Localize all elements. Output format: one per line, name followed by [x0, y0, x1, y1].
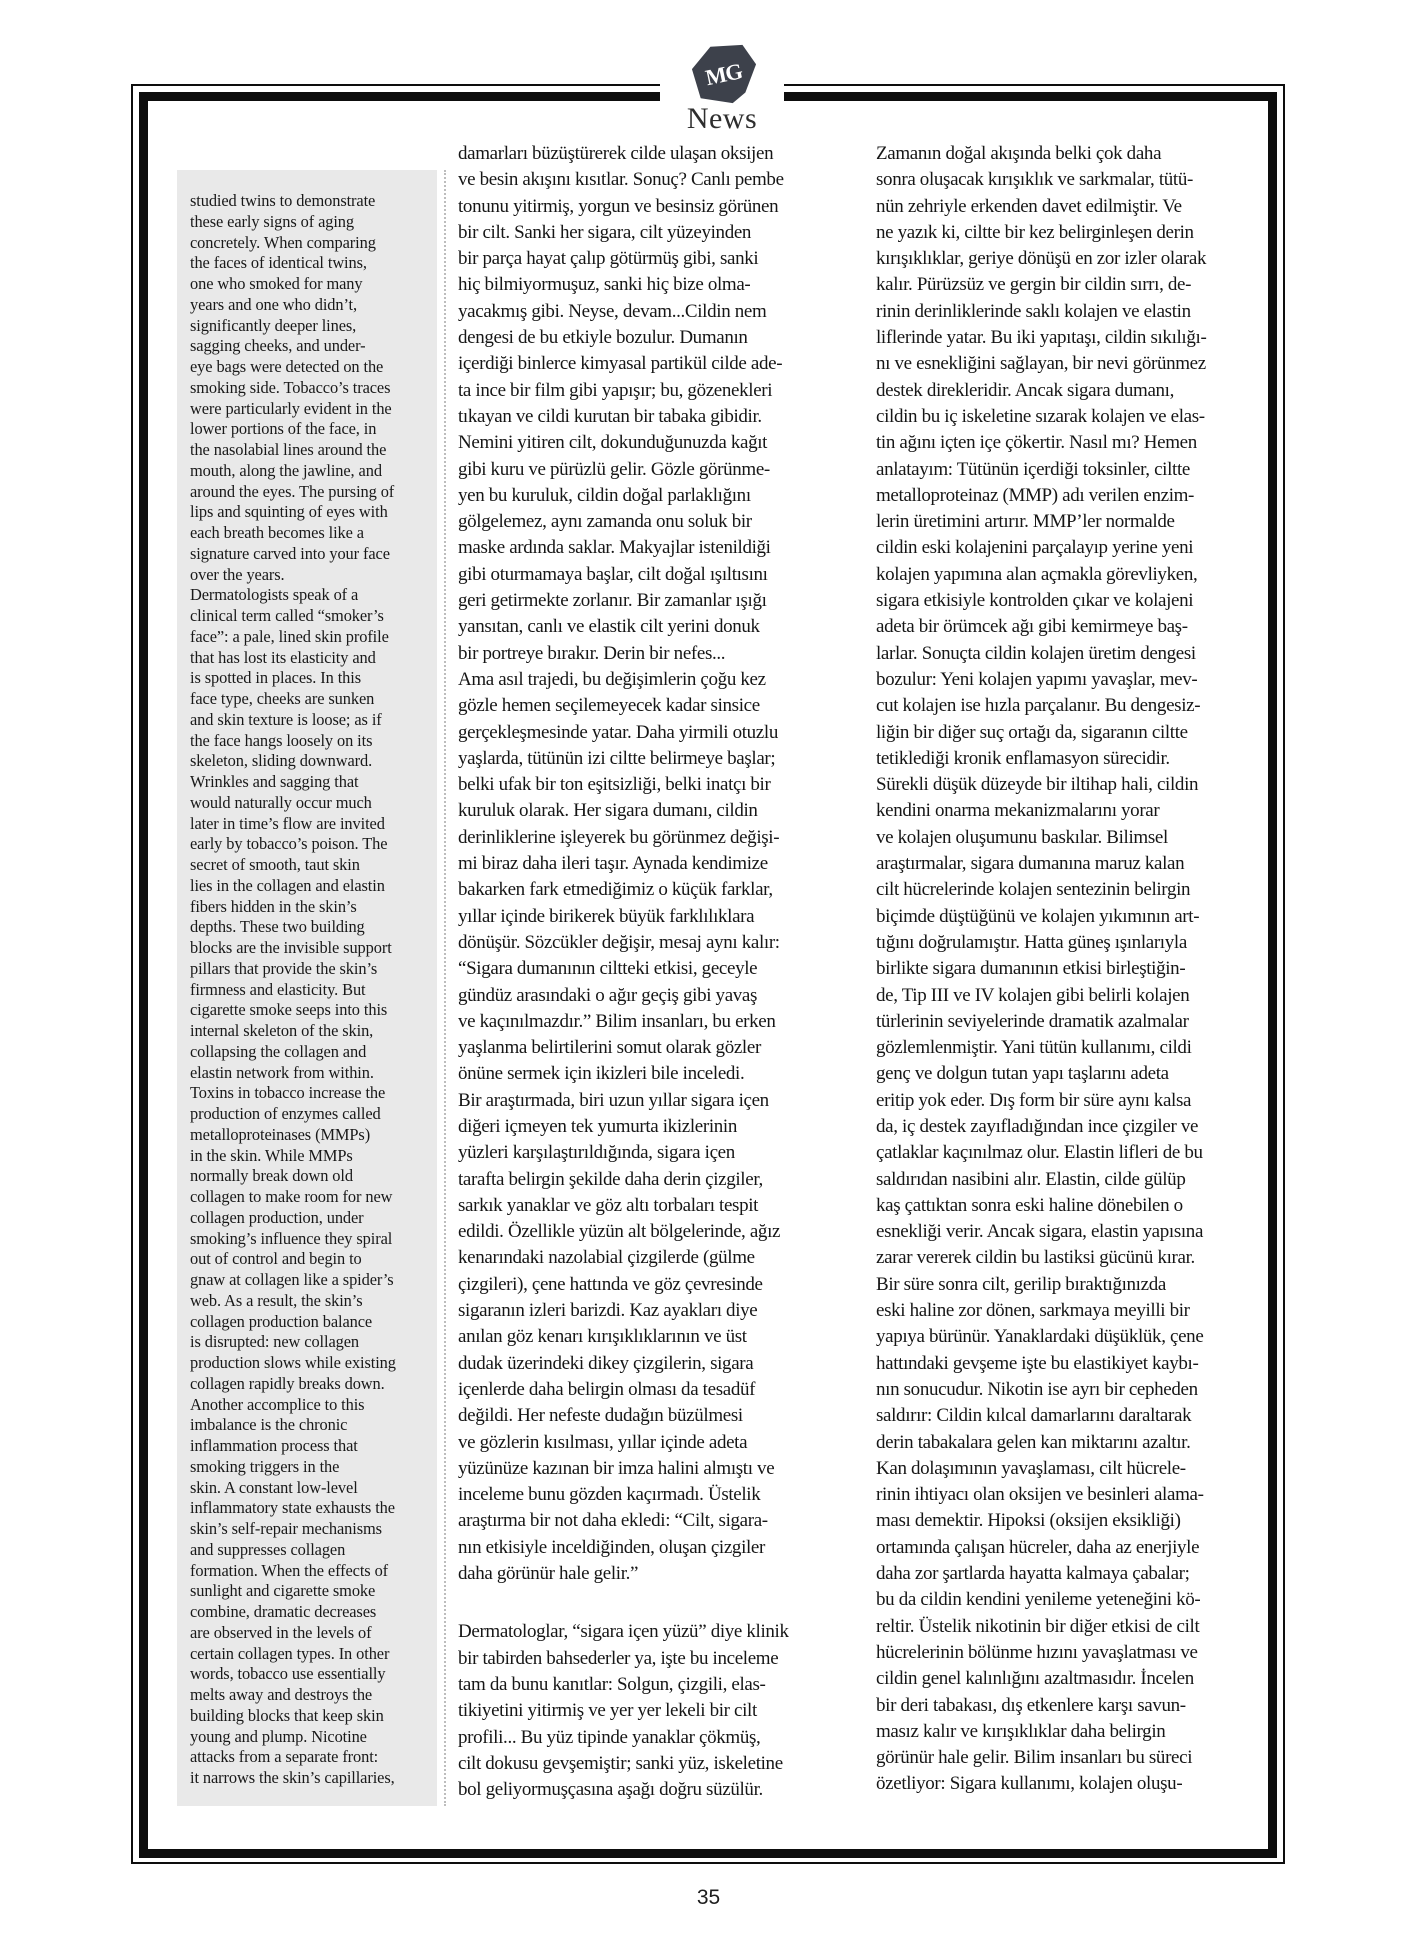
text-line: Bir süre sonra cilt, gerilip bıraktığınızda — [876, 1273, 1166, 1295]
text-line: ta ince bir film gibi yapışır; bu, gözenekleri — [458, 379, 773, 401]
text-line: de, Tip III ve IV kolajen gibi belirli kolajen — [876, 984, 1190, 1006]
text-line: significantly deeper lines, — [190, 315, 357, 335]
text-line: blocks are the invisible support — [190, 938, 392, 957]
text-line: imbalance is the chronic — [190, 1415, 348, 1435]
masthead-logo — [690, 42, 758, 106]
text-line: gözlemlenmiştir. Yani tütün kullanımı, cildi — [876, 1037, 1192, 1059]
text-line: inflammation process that — [190, 1436, 358, 1455]
article-paragraph-2 — [458, 1619, 848, 1803]
text-line: in the skin. While MMPs — [190, 1145, 353, 1165]
text-line: tetiklediği kronik enflamasyon sürecidir. — [876, 747, 1170, 769]
text-line: secret of smooth, taut skin — [190, 855, 360, 874]
text-line: bir tabirden bahsederler ya, işte bu inceleme — [458, 1647, 779, 1669]
text-line: collagen production, under — [190, 1207, 364, 1227]
text-line: lies in the collagen and elastin — [190, 875, 385, 895]
text-line: nın etkisiyle inceldiğinden, oluşan çizgiler — [458, 1536, 765, 1558]
text-line: face type, cheeks are sunken — [190, 689, 375, 708]
text-line: concretely. When comparing — [190, 232, 376, 252]
text-line: hücrelerinin bölünme hızını yavaşlatması ve — [876, 1641, 1198, 1663]
text-line: skeleton, sliding downward. — [190, 751, 373, 771]
text-line: yaşlarda, tütünün izi ciltte belirmeye başlar; — [458, 747, 776, 769]
text-line: metalloproteinaz (MMP) adı verilen enzim- — [876, 484, 1195, 506]
text-line: mouth, along the jawline, and — [190, 460, 382, 480]
text-line: these early signs of aging — [190, 211, 354, 231]
text-line: sagging cheeks, and under- — [190, 336, 366, 356]
text-line: saldırır: Cildin kılcal damarlarını daraltarak — [876, 1405, 1192, 1427]
text-line: collagen rapidly breaks down. — [190, 1373, 385, 1393]
text-line: smoking triggers in the — [190, 1456, 340, 1476]
text-line: profili... Bu yüz tipinde yanaklar çökmüş, — [458, 1726, 761, 1748]
text-line: years and one who didn’t, — [190, 294, 357, 314]
text-line: yansıtan, canlı ve elastik cilt yerini donuk — [458, 616, 760, 638]
text-line: eski haline zor dönen, sarkmaya meyilli bir — [876, 1300, 1190, 1322]
text-line: collagen to make room for new — [190, 1187, 393, 1206]
text-line: kolajen yapımına alan açmakla görevliyken, — [876, 563, 1198, 585]
text-line: and suppresses collagen — [190, 1539, 346, 1559]
text-line: formation. When the effects of — [190, 1560, 389, 1580]
text-line: ve gözlerin kısılması, yıllar içinde adeta — [458, 1431, 748, 1453]
text-line: liflerinde yatar. Bu iki yapıtaşı, cildin sıkılığı- — [876, 327, 1207, 349]
text-line: kırışıklıklar, geriye dönüşü en zor izler olarak — [876, 248, 1207, 270]
text-line: cilt dokusu gevşemiştir; sanki yüz, iskeletine — [458, 1752, 783, 1774]
text-line: ması demektir. Hipoksi (oksijen eksikliği) — [876, 1510, 1181, 1532]
text-line: derinliklerine işleyerek bu görünmez değişi- — [458, 826, 780, 848]
text-line: cildin genel kalınlığını azaltmasıdır. İncelen — [876, 1668, 1194, 1690]
text-line: Nemini yitiren cilt, dokunduğunuzda kağıt — [458, 432, 768, 454]
text-line: anılan göz kenarı kırışıklıklarının ve üst — [458, 1326, 747, 1348]
text-line: belki ufak bir ton eşitsizliği, belki inatçı bir — [458, 774, 771, 796]
text-line: smoking’s influence they spiral — [190, 1228, 393, 1248]
text-line: Toxins in tobacco increase the — [190, 1083, 386, 1103]
text-line: tarafta belirgin şekilde daha derin çizgiler, — [458, 1168, 763, 1190]
text-line: biçimde düştüğünü ve kolajen yıkımının art- — [876, 905, 1200, 927]
text-line: young and plump. Nicotine — [190, 1726, 367, 1746]
text-line: depths. These two building — [190, 917, 365, 937]
text-line: nın sonucudur. Nikotin ise ayrı bir cepheden — [876, 1378, 1198, 1400]
text-line: that has lost its elasticity and — [190, 647, 376, 667]
text-line: saldırıdan nasibini alır. Elastin, cilde gülüp — [876, 1168, 1186, 1190]
text-line: gnaw at collagen like a spider’s — [190, 1270, 394, 1289]
text-line: around the eyes. The pursing of — [190, 481, 395, 501]
text-line: Zamanın doğal akışında belki çok daha — [876, 143, 1162, 164]
text-line: over the years. — [190, 564, 285, 584]
text-line: hiç bilmiyormuşuz, sanki hiç bize olma- — [458, 274, 751, 296]
text-line: daha görünür hale gelir.” — [458, 1563, 639, 1585]
text-line: bir parça hayat çalıp götürmüş gibi, sanki — [458, 248, 759, 270]
text-line: mi biraz daha ileri taşır. Aynada kendimize — [458, 853, 768, 875]
text-line: normally break down old — [190, 1166, 353, 1186]
text-line: da, iç destek zayıfladığından ince çizgiler ve — [876, 1115, 1199, 1137]
sidebar-text-column — [190, 191, 432, 1789]
text-line: daha zor şartlarda hayatta kalmaya çabalar; — [876, 1563, 1190, 1585]
text-line: ne yazık ki, ciltte bir kez belirginleşen derin — [876, 221, 1194, 243]
text-line: cut kolajen ise hızla parçalanır. Bu dengesiz- — [876, 695, 1201, 717]
text-line: Another accomplice to this — [190, 1394, 365, 1414]
text-line: Ama asıl trajedi, bu değişimlerin çoğu kez — [458, 668, 766, 690]
text-line: the nasolabial lines around the — [190, 440, 387, 459]
text-line: sigaranın izleri barizdi. Kaz ayakları diye — [458, 1300, 758, 1322]
text-line: production slows while existing — [190, 1353, 396, 1372]
text-line: ve kolajen oluşumunu baskılar. Bilimsel — [876, 826, 1168, 848]
text-line: tin ağını içten içe çökertir. Nasıl mı? Hemen — [876, 432, 1197, 454]
text-line: hattındaki gevşeme işte bu elastikiyet kaybı- — [876, 1352, 1199, 1374]
text-line: cigarette smoke seeps into this — [190, 1000, 388, 1020]
text-line: the faces of identical twins, — [190, 253, 367, 273]
text-line: diğeri içmeyen tek yumurta ikizlerinin — [458, 1115, 737, 1137]
text-line: adeta bir örümcek ağı gibi kemirmeye baş- — [876, 616, 1188, 638]
text-line: bir cilt. Sanki her sigara, cilt yüzeyinden — [458, 221, 752, 243]
text-line: yüzleri karşılaştırıldığında, sigara içen — [458, 1142, 735, 1164]
text-line: face”: a pale, lined skin profile — [190, 626, 389, 646]
article-column-right — [876, 141, 1262, 1798]
text-line: tıkayan ve cildi kurutan bir tabaka gibidir. — [458, 405, 762, 427]
text-line: ortamında çalışan hücreler, daha az enerjiyle — [876, 1536, 1200, 1558]
text-line: “Sigara dumanının ciltteki etkisi, geceyle — [458, 958, 758, 980]
text-line: Dermatologlar, “sigara içen yüzü” diye klinik — [458, 1621, 789, 1643]
text-line: is spotted in places. In this — [190, 668, 362, 688]
text-line: ve kaçınılmazdır.” Bilim insanları, bu erken — [458, 1010, 776, 1032]
text-line: yapıya bürünür. Yanaklardaki düşüklük, çene — [876, 1326, 1204, 1348]
text-line: Dermatologists speak of a — [190, 585, 359, 605]
text-line: out of control and begin to — [190, 1249, 362, 1269]
text-line: edildi. Özellikle yüzün alt bölgelerinde, ağız — [458, 1221, 781, 1243]
text-line: Wrinkles and sagging that — [190, 772, 359, 791]
text-line: gölgelemez, aynı zamanda onu soluk bir — [458, 511, 752, 533]
article-column-middle — [458, 141, 848, 1803]
text-line: derin tabakalara gelen kan miktarını azaltır. — [876, 1431, 1191, 1453]
text-line: the face hangs loosely on its — [190, 730, 373, 750]
text-line: tığını doğrulamıştır. Hatta güneş ışınlarıyla — [876, 931, 1187, 953]
text-line: would naturally occur much — [190, 792, 372, 812]
text-line: değildi. Her nefeste dudağın büzülmesi — [458, 1405, 743, 1427]
text-line: Sürekli düşük düzeyde bir iltihap hali, cildin — [876, 774, 1199, 796]
text-line: gerçekleşmesinde yatar. Daha yirmili otuzlu — [458, 721, 778, 743]
text-line: önüne sermek için ikizleri bile inceledi. — [458, 1063, 745, 1085]
page-number: 35 — [696, 1886, 721, 1909]
text-line: inceleme bunu gözden kaçırmadı. Üstelik — [458, 1484, 761, 1506]
text-line: gibi oturmamaya başlar, cilt doğal ışıltısını — [458, 563, 768, 585]
text-line: signature carved into your face — [190, 543, 390, 563]
text-line: kenarındaki nazolabial çizgilerde (gülme — [458, 1247, 755, 1269]
text-line: skin’s self-repair mechanisms — [190, 1519, 382, 1538]
text-line: gibi kuru ve pürüzlü gelir. Gözle görünme- — [458, 458, 770, 480]
text-line: yaşlanma belirtilerini somut olarak gözler — [458, 1037, 761, 1059]
text-line: masız kalır ve kırışıklıklar daha belirgin — [876, 1720, 1166, 1742]
text-line: çizgileri), çene hattında ve göz çevresinde — [458, 1273, 763, 1295]
text-line: eye bags were detected on the — [190, 357, 384, 376]
text-line: building blocks that keep skin — [190, 1705, 384, 1725]
text-line: sarkık yanaklar ve göz altı torbaları tespit — [458, 1194, 759, 1216]
text-line: araştırmalar, sigara dumanına maruz kalan — [876, 853, 1185, 875]
text-line: geri getirmekte zorlanır. Bir zamanlar ışığı — [458, 590, 767, 612]
text-line: lerin üretimini artırır. MMP’ler normalde — [876, 511, 1175, 533]
text-line: yüzünüze kazınan bir imza halini almıştı ve — [458, 1457, 775, 1479]
text-line: tonunu yitirmiş, yorgun ve besinsiz görünen — [458, 195, 779, 217]
text-line: internal skeleton of the skin, — [190, 1021, 374, 1040]
text-line: destek direkleridir. Ancak sigara dumanı, — [876, 379, 1174, 401]
text-line: and skin texture is loose; as if — [190, 709, 382, 729]
text-line: eritip yok eder. Dış form bir süre aynı kalsa — [876, 1089, 1192, 1111]
text-line: were particularly evident in the — [190, 398, 392, 418]
text-line: are observed in the levels of — [190, 1622, 372, 1642]
text-line: studied twins to demonstrate — [190, 191, 376, 210]
text-line: yen bu kuruluk, cildin doğal parlaklığını — [458, 484, 751, 506]
text-line: bozulur: Yeni kolajen yapımı yavaşlar, mev- — [876, 668, 1198, 690]
column-divider — [444, 170, 446, 1806]
text-line: tikiyetini yitirmiş ve yer yer lekeli bir cilt — [458, 1700, 757, 1722]
text-line: araştırma bir not daha ekledi: “Cilt, sigara- — [458, 1510, 768, 1532]
text-line: nı ve esnekliğini sağlayan, bir nevi görünmez — [876, 353, 1206, 375]
text-line: içenlerde daha belirgin olması da tesadüf — [458, 1378, 756, 1400]
text-line: metalloproteinases (MMPs) — [190, 1124, 371, 1144]
text-line: zarar vererek cildin bu lastiksi gücünü kırar. — [876, 1247, 1195, 1269]
text-line: kalır. Pürüzsüz ve gergin bir cildin sırrı, de- — [876, 274, 1192, 296]
text-line: melts away and destroys the — [190, 1685, 373, 1704]
text-line: birlikte sigara dumanının etkisi birleştiğin- — [876, 958, 1186, 980]
paragraph-gap — [458, 1587, 848, 1619]
text-line: larlar. Sonuçta cildin kolajen üretim dengesi — [876, 642, 1196, 664]
text-line: türlerinin seviyelerinde dramatik azalmalar — [876, 1010, 1189, 1032]
text-line: gündüz arasındaki o ağır geçiş gibi yavaş — [458, 984, 758, 1006]
text-line: one who smoked for many — [190, 274, 363, 293]
text-line: dönüşür. Sözcükler değişir, mesaj aynı kalır: — [458, 931, 780, 953]
text-line: attacks from a separate front: — [190, 1747, 379, 1767]
text-line: ve besin akışını kısıtlar. Sonuç? Canlı pembe — [458, 169, 784, 191]
text-line: early by tobacco’s poison. The — [190, 834, 388, 854]
text-line: words, tobacco use essentially — [190, 1664, 386, 1684]
text-line: web. As a result, the skin’s — [190, 1290, 363, 1310]
text-line: smoking side. Tobacco’s traces — [190, 377, 391, 397]
article-paragraph-1 — [458, 141, 848, 1587]
text-line: içerdiği binlerce kimyasal partikül cilde ade- — [458, 353, 783, 375]
text-line: bakarken fark etmediğimiz o küçük farklar, — [458, 879, 773, 901]
text-line: yıllar içinde birikerek büyük farklılıklara — [458, 905, 755, 927]
text-line: bu da cildin kendini yenileme yeteneğini kö- — [876, 1589, 1201, 1611]
text-line: bir deri tabakası, dış etkenlere karşı savun- — [876, 1694, 1186, 1716]
text-line: çatlaklar kaçınılmaz olur. Elastin lifleri de bu — [876, 1142, 1203, 1164]
text-line: rinin derinliklerinde saklı kolajen ve elastin — [876, 300, 1191, 322]
text-line: kaş çattıktan sonra eski haline dönebilen o — [876, 1194, 1183, 1216]
text-line: maske ardında saklar. Makyajlar istenildiği — [458, 537, 771, 559]
text-line: nün zehriyle erkenden davet edilmiştir. Ve — [876, 195, 1182, 217]
text-line: firmness and elasticity. But — [190, 979, 366, 999]
text-line: lips and squinting of eyes with — [190, 502, 388, 522]
text-line: cildin bu iç iskeletine sızarak kolajen ve elas- — [876, 405, 1205, 427]
text-line: cildin eski kolajenini parçalayıp yerine yeni — [876, 537, 1194, 559]
text-line: inflammatory state exhausts the — [190, 1498, 395, 1518]
text-line: skin. A constant low-level — [190, 1477, 358, 1497]
text-line: dengesi de bu etkiyle bozulur. Dumanın — [458, 327, 748, 349]
text-line: özetliyor: Sigara kullanımı, kolajen oluşu- — [876, 1773, 1183, 1795]
mg-monogram-badge-icon — [690, 42, 758, 106]
text-line: tam da bunu kanıtlar: Solgun, çizgili, elas- — [458, 1673, 766, 1695]
text-line: reltir. Üstelik nikotinin bir diğer etkisi de cilt — [876, 1615, 1200, 1637]
text-line: damarları büzüştürerek cilde ulaşan oksijen — [458, 143, 774, 164]
text-line: lower portions of the face, in — [190, 419, 377, 439]
text-line: sunlight and cigarette smoke — [190, 1581, 376, 1601]
text-line: sonra oluşacak kırışıklık ve sarkmalar, tütü- — [876, 169, 1193, 191]
masthead-wordmark: News — [686, 102, 758, 135]
monogram-text: MG — [703, 58, 745, 91]
text-line: yacakmış gibi. Neyse, devam...Cildin nem — [458, 300, 767, 322]
text-line: production of enzymes called — [190, 1104, 381, 1123]
text-line: cilt hücrelerinde kolajen sentezinin belirgin — [876, 879, 1191, 901]
text-line: Kan dolaşımının yavaşlaması, cilt hücrele- — [876, 1457, 1186, 1479]
text-line: it narrows the skin’s capillaries, — [190, 1768, 395, 1787]
text-line: certain collagen types. In other — [190, 1643, 390, 1663]
text-line: görünür hale gelir. Bilim insanları bu süreci — [876, 1747, 1193, 1769]
text-line: anlatayım: Tütünün içerdiği toksinler, ciltte — [876, 458, 1190, 480]
text-line: bol geliyormuşçasına aşağı doğru süzülür. — [458, 1779, 763, 1801]
text-line: pillars that provide the skin’s — [190, 958, 378, 978]
text-line: kendini onarma mekanizmalarını yorar — [876, 800, 1160, 822]
text-line: esnekliği verir. Ancak sigara, elastin yapısına — [876, 1221, 1204, 1243]
text-line: Bir araştırmada, biri uzun yıllar sigara içen — [458, 1089, 769, 1111]
text-line: liğin bir diğer suç ortağı da, sigaranın ciltte — [876, 721, 1188, 743]
text-line: each breath becomes like a — [190, 523, 364, 542]
text-line: combine, dramatic decreases — [190, 1602, 377, 1621]
text-line: fibers hidden in the skin’s — [190, 896, 357, 916]
text-line: is disrupted: new collagen — [190, 1332, 360, 1352]
text-line: rinin ihtiyacı olan oksijen ve besinleri alama- — [876, 1484, 1204, 1506]
text-line: dudak üzerindeki dikey çizgilerin, sigara — [458, 1352, 754, 1374]
text-line: clinical term called “smoker’s — [190, 606, 384, 625]
text-line: kuruluk olarak. Her sigara dumanı, cildin — [458, 800, 758, 822]
text-line: gözle hemen seçilemeyecek kadar sinsice — [458, 695, 760, 717]
text-line: later in time’s flow are invited — [190, 813, 385, 833]
text-line: bir portreye bırakır. Derin bir nefes... — [458, 642, 726, 664]
text-line: genç ve dolgun tutan yapı taşlarını adeta — [876, 1063, 1169, 1085]
text-line: collapsing the collagen and — [190, 1041, 367, 1061]
text-line: sigara etkisiyle kontrolden çıkar ve kolajeni — [876, 590, 1194, 612]
text-line: elastin network from within. — [190, 1062, 374, 1082]
text-line: collagen production balance — [190, 1311, 373, 1331]
